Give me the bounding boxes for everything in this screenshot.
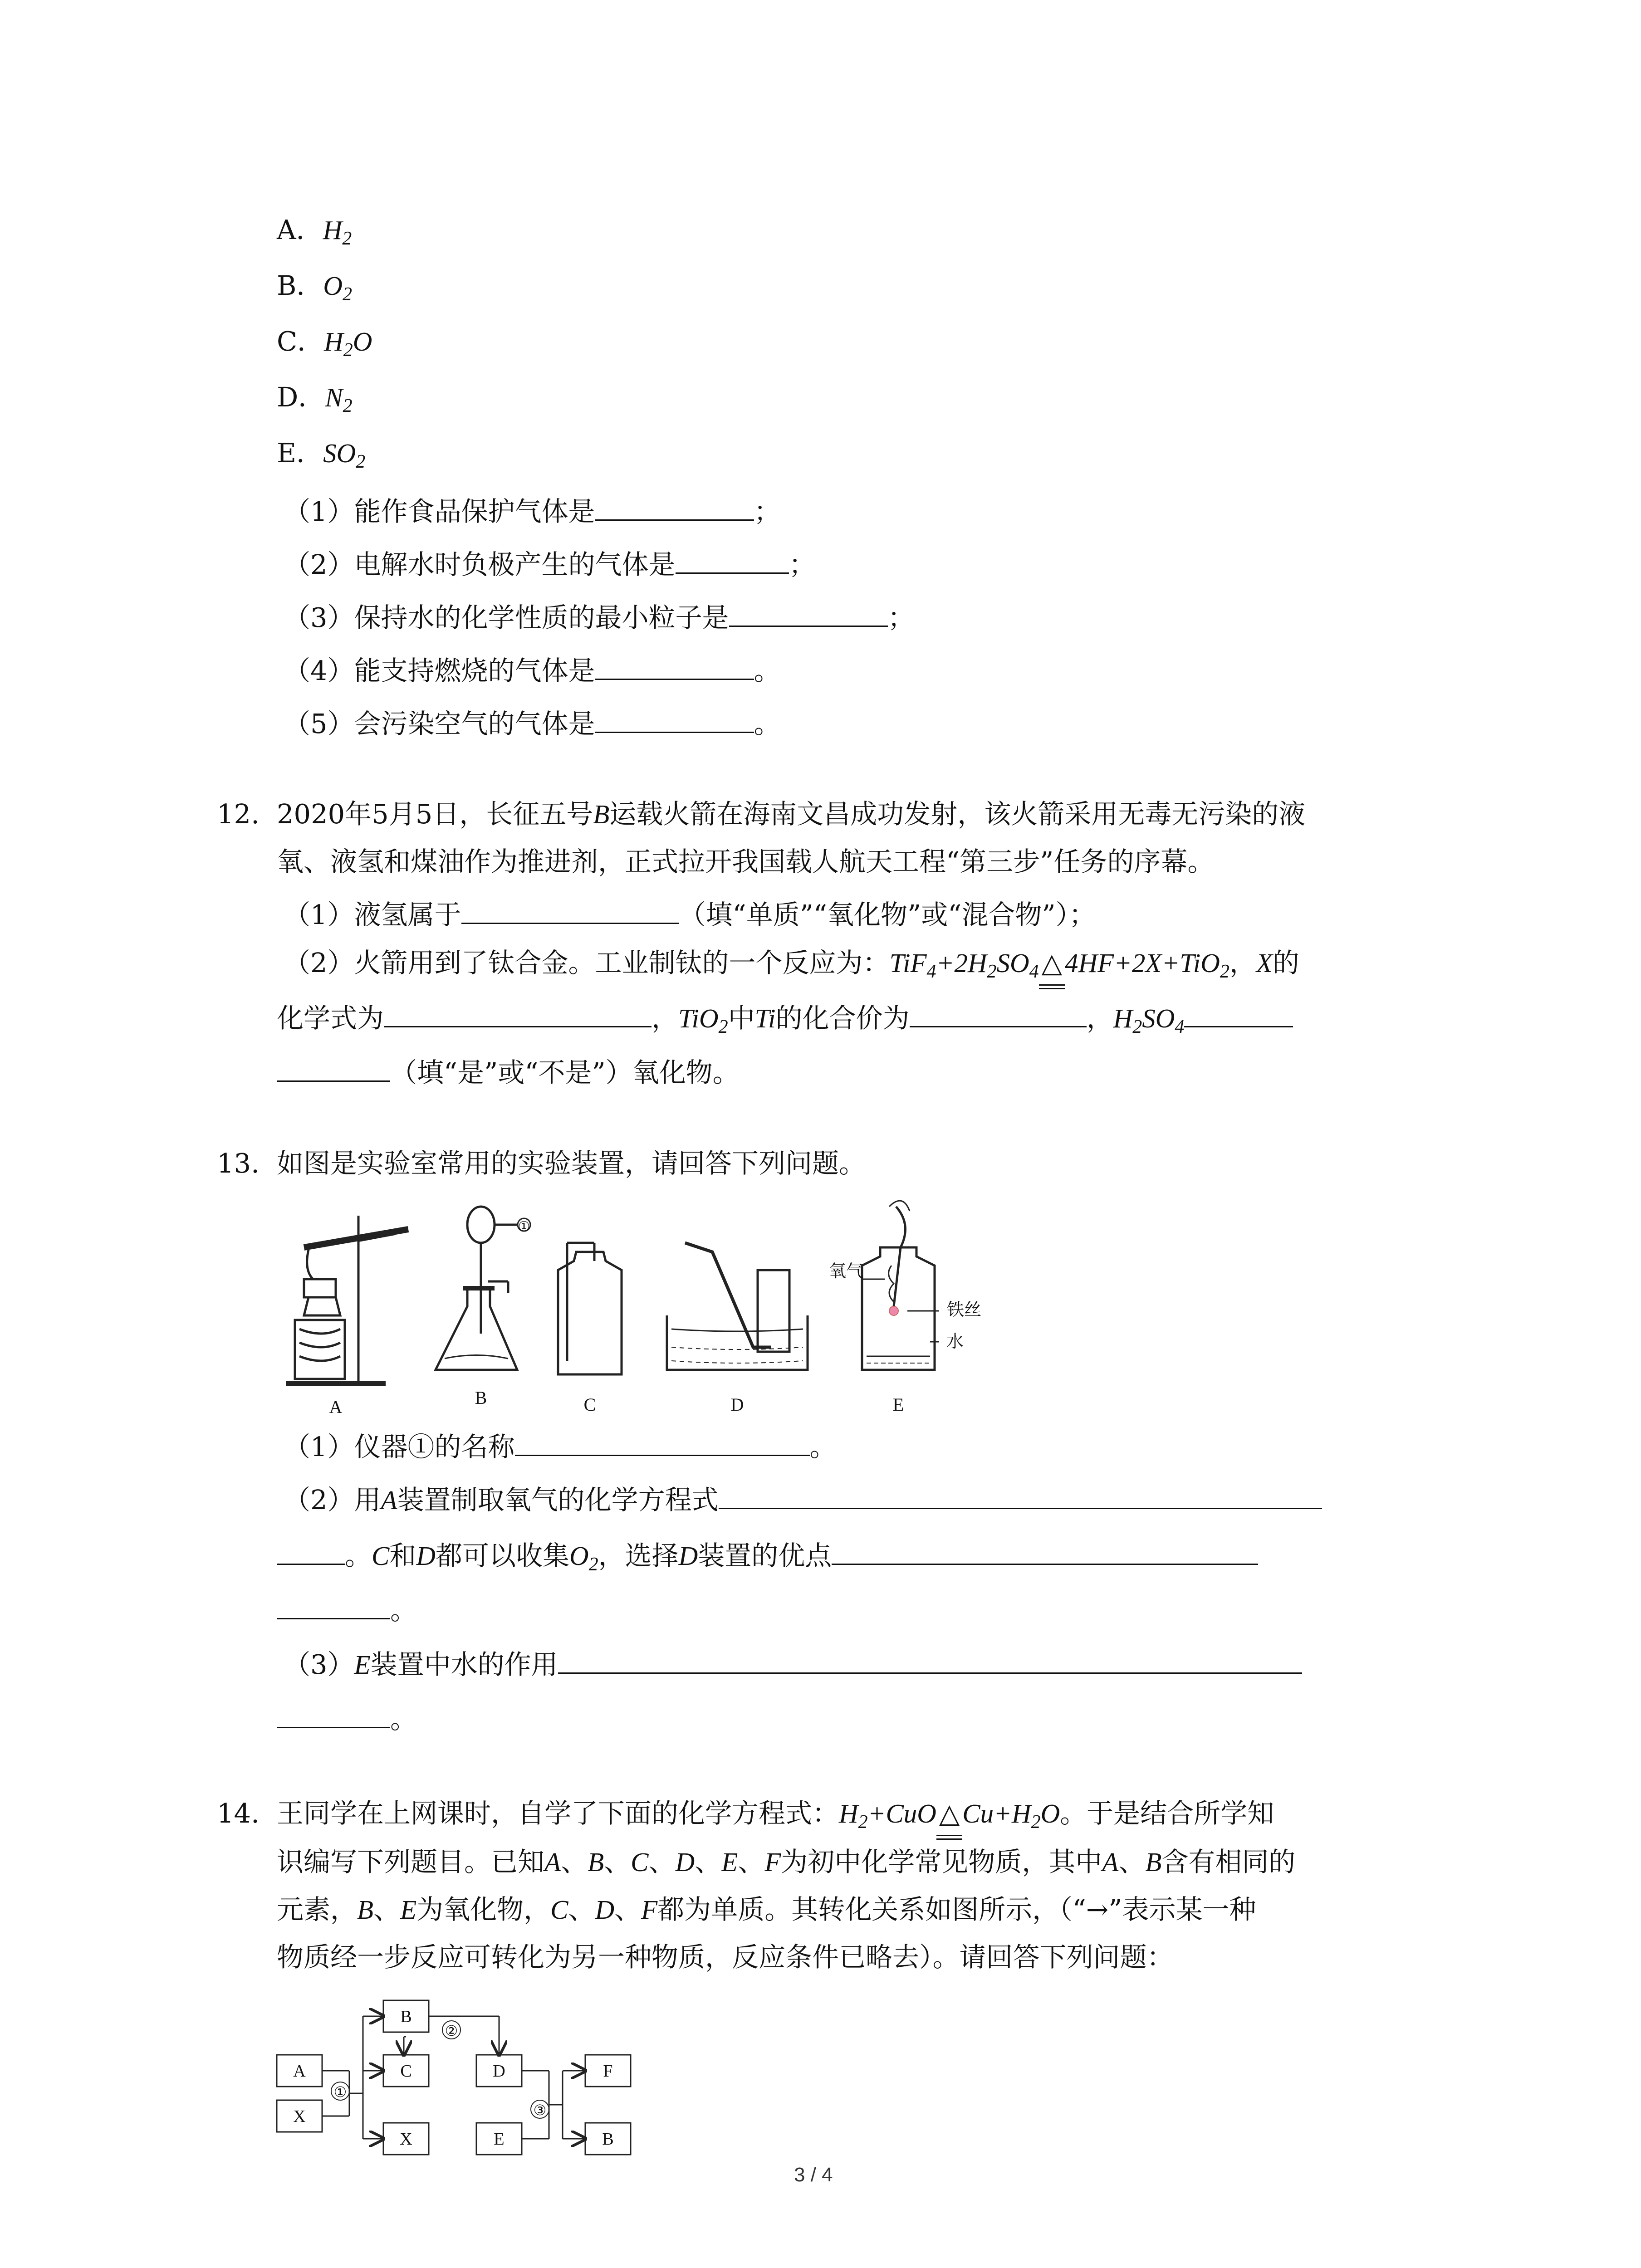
figure-label-d: D xyxy=(730,1394,744,1415)
node-b-top-label: B xyxy=(400,2007,412,2026)
q11-item-2: （2）电解水时负极产生的气体是 ； xyxy=(284,544,816,583)
heat-condition: △ xyxy=(1039,945,1065,981)
apparatus-b xyxy=(436,1207,530,1370)
option-b: B．$O_2$ xyxy=(277,270,352,305)
answer-blank[interactable] xyxy=(384,998,652,1027)
iron-wire-label: 铁丝 xyxy=(946,1300,982,1320)
apparatus-d xyxy=(667,1243,808,1370)
answer-blank[interactable] xyxy=(461,894,679,924)
apparatus-e xyxy=(862,1201,935,1370)
answer-blank[interactable] xyxy=(277,1699,390,1728)
answer-blank[interactable] xyxy=(595,650,754,680)
node-d-label: D xyxy=(493,2062,505,2081)
node-a-label: A xyxy=(293,2062,306,2081)
answer-blank[interactable] xyxy=(1184,998,1293,1027)
answer-blank[interactable] xyxy=(832,1535,1258,1565)
node-b-bottom-label: B xyxy=(602,2130,614,2149)
q13-sub-3: （3）E装置中水的作用 xyxy=(284,1644,1302,1683)
figure-label-e: E xyxy=(892,1394,904,1415)
q12-sub-1: （1）液氢属于 （填“单质”“氧化物”或“混合物”）； xyxy=(284,894,1096,933)
reaction-mark-2: ② xyxy=(445,2023,458,2039)
answer-blank[interactable] xyxy=(277,1535,345,1565)
q14-line-4: 物质经一步反应可转化为另一种物质，反应条件已略去）。请回答下列问题： xyxy=(277,1941,1174,1973)
page-number: 3 / 4 xyxy=(794,2164,833,2186)
option-e: E．$SO_2$ xyxy=(277,437,366,472)
q12-sub-2-cont: 化学式为 ，TiO$_2$中Ti的化合价为 ，$H_2SO_4$ xyxy=(277,998,1293,1045)
option-a: A．$H_2$ xyxy=(277,214,352,249)
answer-blank[interactable] xyxy=(595,491,754,521)
q13-sub-3-end: 。 xyxy=(277,1699,417,1737)
node-f-label: F xyxy=(603,2062,613,2081)
lab-apparatus-figure xyxy=(277,1198,1030,1424)
reaction-mark-1: ① xyxy=(333,2084,347,2100)
oxygen-label: 氧气 xyxy=(828,1262,864,1281)
node-c-label: C xyxy=(400,2062,412,2081)
figure-label-c: C xyxy=(583,1394,596,1415)
option-d: D．$N_2$ xyxy=(277,381,353,416)
apparatus-a xyxy=(286,1216,408,1383)
q13-intro: 13. 如图是实验室常用的实验装置，请回答下列问题。 xyxy=(217,1148,866,1179)
answer-blank[interactable] xyxy=(719,1480,1322,1509)
answer-blank[interactable] xyxy=(277,1590,390,1619)
q11-item-1: （1）能作食品保护气体是 ； xyxy=(284,491,781,530)
answer-blank[interactable] xyxy=(595,704,754,733)
reaction-mark-3: ③ xyxy=(533,2102,547,2118)
node-x-left-label: X xyxy=(293,2107,306,2126)
q12-line-1: 12. 2020年5月5日，长征五号B运载火箭在海南文昌成功发射，该火箭采用无毒无污染的液 xyxy=(217,798,1306,830)
conversion-diagram xyxy=(272,1987,653,2159)
q13-sub-2-end: 。 xyxy=(277,1590,417,1628)
answer-blank[interactable] xyxy=(729,597,888,627)
q13-sub-2: （2）用A装置制取氧气的化学方程式 xyxy=(284,1480,1322,1518)
q12-sub-2: （2）火箭用到了钛合金。工业制钛的一个反应为：$TiF_4+2H_2SO_4$ △ 4HF+2X+TiO$_2$，X的 xyxy=(284,945,1299,990)
answer-blank[interactable] xyxy=(277,1052,390,1082)
funnel-number: ① xyxy=(518,1219,530,1234)
q11-item-3: （3）保持水的化学性质的最小粒子是 ； xyxy=(284,597,915,636)
apparatus-c xyxy=(558,1243,622,1374)
figure-label-b: B xyxy=(475,1388,487,1408)
node-e-label: E xyxy=(494,2130,505,2149)
q11-item-4: （4）能支持燃烧的气体是 。 xyxy=(284,650,781,689)
answer-blank[interactable] xyxy=(910,998,1087,1027)
answer-blank[interactable] xyxy=(558,1644,1302,1674)
q13-sub-2-cont: 。C和D都可以收集$O_2$，选择D装置的优点 xyxy=(277,1535,1258,1583)
q12-sub-2-last: （填“是”或“不是”）氧化物。 xyxy=(277,1052,740,1091)
q11-item-5: （5）会污染空气的气体是 。 xyxy=(284,704,781,742)
answer-blank[interactable] xyxy=(515,1427,810,1456)
water-label: 水 xyxy=(946,1332,964,1351)
q14-line-2: 识编写下列题目。已知A、B、C、D、E、F为初中化学常见物质，其中A、B含有相同的 xyxy=(277,1846,1296,1877)
q14-line-1: 14. 王同学在上网课时，自学了下面的化学方程式：$H_2+CuO$ △ $Cu+H_2O$。于是结合所学知 xyxy=(217,1795,1274,1840)
figure-label-a: A xyxy=(329,1397,343,1417)
node-x-bottom-label: X xyxy=(400,2130,412,2149)
q13-sub-1: （1）仪器①的名称 。 xyxy=(284,1427,837,1465)
answer-blank[interactable] xyxy=(676,544,789,574)
heat-condition: △ xyxy=(936,1795,962,1832)
q14-line-3: 元素，B、E为氧化物，C、D、F都为单质。其转化关系如图所示，（“→”表示某一种 xyxy=(277,1894,1256,1925)
q12-line-2: 氧、液氢和煤油作为推进剂，正式拉开我国载人航天工程“第三步”任务的序幕。 xyxy=(277,846,1215,877)
option-c: C．$H_2O$ xyxy=(277,326,372,361)
